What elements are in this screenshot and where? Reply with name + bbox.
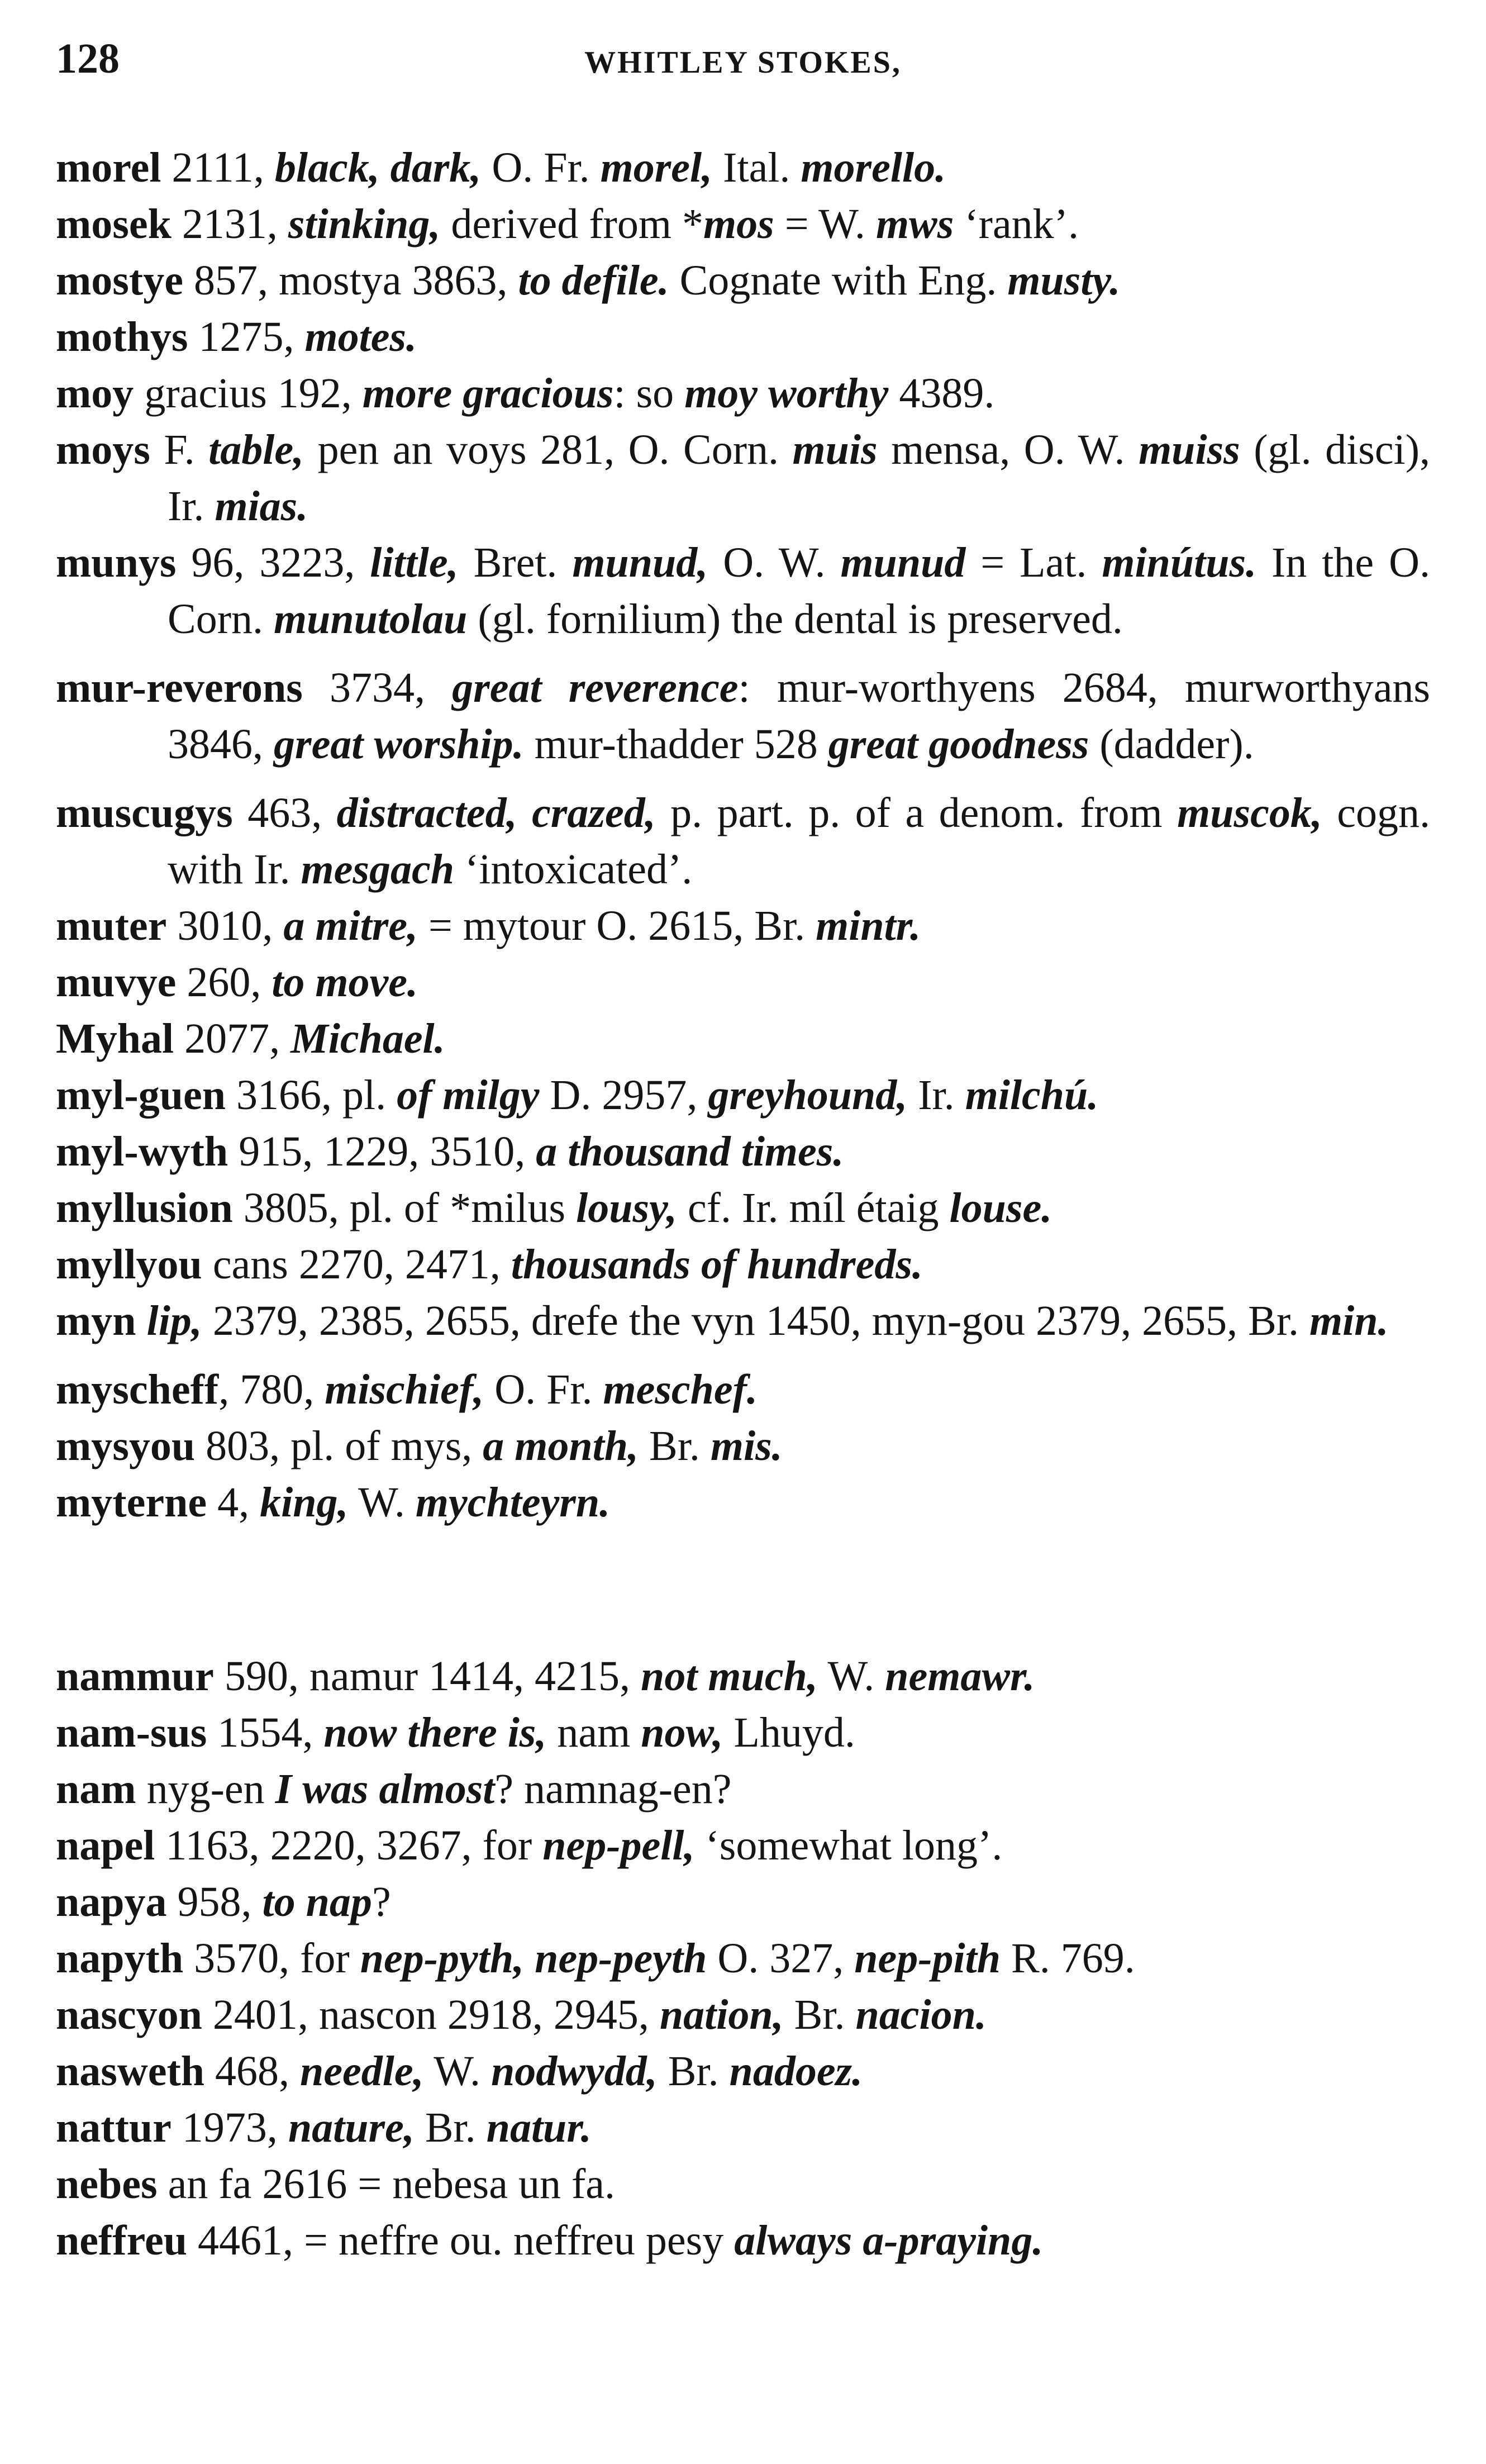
entry-text: O. W. <box>708 539 841 586</box>
entry-headword: myl-wyth <box>56 1128 228 1175</box>
entry-text: nam <box>546 1709 641 1756</box>
entry-headword: myn <box>56 1297 136 1344</box>
entry-text: 3010, <box>166 902 284 949</box>
entry-text: D. 2957, <box>539 1072 708 1119</box>
entry-text: : mur-worthyens 2684, murworthyans 3846, <box>168 664 1430 768</box>
glossary-entry <box>56 1011 1430 1067</box>
entry-text: mur-thadder 528 <box>523 721 828 768</box>
glossary-entry <box>56 1418 1430 1474</box>
entry-text: gracius 192, <box>134 370 363 417</box>
glossary-entry <box>56 660 1430 773</box>
entry-text: 857, mostya 3863, <box>183 257 518 304</box>
entry-text: Br. <box>414 2104 487 2151</box>
entry-text: 958, <box>166 1878 263 1925</box>
entry-gloss: always a-praying. <box>734 2217 1044 2264</box>
glossary-entry <box>56 2100 1430 2156</box>
entry-text: 1973, <box>171 2104 288 2151</box>
entry-gloss: to defile. <box>518 257 669 304</box>
entry-text: nyg-en <box>136 1766 275 1813</box>
entry-gloss: lousy, <box>576 1185 677 1231</box>
entry-text: 2379, 2385, 2655, drefe the vyn 1450, myn-gou 2379, 2655, Br. <box>202 1297 1309 1344</box>
entry-gloss: of milgy <box>397 1072 540 1119</box>
entry-headword: nascyon <box>56 1991 202 2038</box>
entry-text: 915, 1229, 3510, <box>228 1128 536 1175</box>
entry-text: 1163, 2220, 3267, for <box>155 1822 543 1869</box>
entry-text: mensa, O. W. <box>877 426 1139 473</box>
entry-gloss: table, <box>208 426 304 473</box>
entry-headword: myl-guen <box>56 1072 226 1119</box>
entry-gloss: great reverence <box>452 664 739 711</box>
entry-text: ? namnag-en? <box>494 1766 732 1813</box>
glossary-entry <box>56 1236 1430 1293</box>
entry-headword: nammur <box>56 1653 214 1700</box>
glossary-entry <box>56 196 1430 253</box>
glossary-entry <box>56 1474 1430 1531</box>
entry-text: 96, 3223, <box>176 539 370 586</box>
entry-text: ‘somewhat long’. <box>694 1822 1003 1869</box>
entry-text: 1554, <box>207 1709 324 1756</box>
entry-text: (gl. fornilium) the dental is preserved. <box>467 596 1123 643</box>
entry-gloss: to nap <box>262 1878 372 1925</box>
glossary-entry <box>56 1987 1430 2043</box>
entry-gloss: nature, <box>288 2104 415 2151</box>
entry-text: O. Fr. <box>481 144 601 191</box>
entry-gloss: mws <box>875 201 954 248</box>
entry-headword: mur-reverons <box>56 664 303 711</box>
entry-gloss: nation, <box>659 1991 784 2038</box>
entry-gloss: greyhound, <box>708 1072 908 1119</box>
entry-gloss: nep-pyth, nep-peyth <box>360 1935 707 1982</box>
entry-text: W. <box>348 1479 416 1526</box>
entry-headword: Myhal <box>56 1015 174 1062</box>
entry-gloss: mias. <box>215 483 308 530</box>
entry-gloss: morello. <box>801 144 946 191</box>
entry-text: 2131, <box>171 201 288 248</box>
entry-text: derived from * <box>440 201 703 248</box>
entry-text: p. part. p. of a denom. from <box>655 789 1178 836</box>
glossary-entry <box>56 1818 1430 1874</box>
entry-gloss: natur. <box>486 2104 592 2151</box>
entry-gloss: mos <box>703 201 774 248</box>
entry-gloss: morel, <box>600 144 713 191</box>
glossary-entry <box>56 2043 1430 2100</box>
entry-gloss: distracted, crazed, <box>336 789 656 836</box>
entry-gloss: mintr. <box>816 902 921 949</box>
entry-text: (gl. disci), Ir. <box>168 426 1430 530</box>
entry-gloss: stinking, <box>288 201 441 248</box>
entry-gloss: nemawr. <box>885 1653 1035 1700</box>
entry-text: 260, <box>176 959 272 1006</box>
entry-headword: myllusion <box>56 1185 233 1231</box>
entry-gloss: needle, <box>300 2048 424 2095</box>
entry-gloss: mis. <box>710 1423 783 1469</box>
entry-gloss: nodwydd, <box>491 2048 658 2095</box>
entry-gloss: black, dark, <box>274 144 482 191</box>
entry-text <box>136 1297 147 1344</box>
entry-text: 4389. <box>888 370 995 417</box>
glossary-entry <box>56 422 1430 535</box>
entry-text: O. Fr. <box>484 1366 603 1413</box>
section-break <box>56 1531 1430 1648</box>
entry-gloss: to move. <box>272 959 418 1006</box>
entry-gloss: little, <box>370 539 459 586</box>
entry-gloss: king, <box>260 1479 349 1526</box>
entry-text: 1275, <box>188 313 305 360</box>
entry-text: R. 769. <box>1001 1935 1135 1982</box>
glossary-entry <box>56 535 1430 648</box>
entry-headword: nam-sus <box>56 1709 207 1756</box>
entry-gloss: milchú. <box>965 1072 1099 1119</box>
entry-gloss: a thousand times. <box>536 1128 844 1175</box>
entry-gloss: nacion. <box>855 1991 987 2038</box>
entry-headword: moy <box>56 370 134 417</box>
entry-text: 4461, = neffre ou. neffreu pesy <box>187 2217 735 2264</box>
entry-headword: morel <box>56 144 161 191</box>
entry-text: 590, namur 1414, 4215, <box>213 1653 641 1700</box>
entry-headword: nam <box>56 1766 136 1813</box>
entry-text: = W. <box>774 201 876 248</box>
entry-headword: napyth <box>56 1935 184 1982</box>
entry-text: an fa 2616 = nebesa un fa. <box>157 2161 616 2208</box>
entry-gloss: not much, <box>641 1653 818 1700</box>
entry-text: , 780, <box>218 1366 325 1413</box>
entry-headword: muvye <box>56 959 177 1006</box>
entry-text: Cognate with Eng. <box>669 257 1008 304</box>
entry-text: W. <box>817 1653 885 1700</box>
entry-text: cogn. with Ir. <box>168 789 1431 893</box>
page-number: 128 <box>56 35 120 82</box>
entry-text: (dadder). <box>1089 721 1254 768</box>
entry-gloss: mesgach <box>301 846 454 893</box>
glossary-entry <box>56 898 1430 954</box>
entry-headword: nattur <box>56 2104 172 2151</box>
glossary-entry <box>56 2156 1430 2213</box>
entry-gloss: nadoez. <box>729 2048 863 2095</box>
entry-text: Br. <box>783 1991 856 2038</box>
entry-gloss: great goodness <box>828 721 1089 768</box>
entry-text: Br. <box>657 2048 730 2095</box>
glossary-entry <box>56 2213 1430 2269</box>
entry-gloss: thousands of hundreds. <box>511 1241 923 1288</box>
glossary-entry <box>56 1874 1430 1930</box>
entry-text: 3570, for <box>183 1935 360 1982</box>
entry-text: F. <box>150 426 209 473</box>
entry-gloss: munud <box>840 539 966 586</box>
entry-gloss: moy worthy <box>684 370 889 417</box>
entry-gloss: now, <box>641 1709 723 1756</box>
page-header <box>56 35 1430 96</box>
entry-gloss: nep-pell, <box>542 1822 695 1869</box>
entry-text: 2111, <box>161 144 275 191</box>
glossary-entry <box>56 1705 1430 1761</box>
entry-text: = mytour O. 2615, Br. <box>418 902 816 949</box>
glossary-entry <box>56 1293 1430 1349</box>
glossary-entry <box>56 253 1430 309</box>
glossary-entry <box>56 1124 1430 1180</box>
entry-gloss: musty. <box>1007 257 1121 304</box>
entry-text: 463, <box>232 789 337 836</box>
glossary-entry <box>56 1180 1430 1236</box>
entry-gloss: motes. <box>304 313 417 360</box>
entry-headword: mothys <box>56 313 188 360</box>
entry-headword: mysyou <box>56 1423 196 1469</box>
glossary-entry <box>56 1067 1430 1124</box>
entry-text: Bret. <box>458 539 573 586</box>
entry-text: 2077, <box>174 1015 291 1062</box>
entry-text: = Lat. <box>965 539 1102 586</box>
entry-gloss: I was almost <box>275 1766 495 1813</box>
entry-gloss: great worship. <box>274 721 524 768</box>
glossary-body <box>56 140 1430 2269</box>
entry-text: ‘rank’. <box>954 201 1079 248</box>
entry-gloss: louse. <box>949 1185 1052 1231</box>
glossary-entry <box>56 365 1430 422</box>
entry-text: cans 2270, 2471, <box>202 1241 511 1288</box>
entry-text: O. 327, <box>707 1935 855 1982</box>
entry-text: cf. Ir. míl étaig <box>677 1185 950 1231</box>
entry-text: Ir. <box>907 1072 965 1119</box>
entry-gloss: Michael. <box>290 1015 445 1062</box>
entry-gloss: nep-pith <box>854 1935 1001 1982</box>
glossary-entry <box>56 785 1430 898</box>
entry-text: : so <box>613 370 685 417</box>
entry-headword: myscheff <box>56 1366 219 1413</box>
entry-headword: moys <box>56 426 150 473</box>
entry-headword: neffreu <box>56 2217 187 2264</box>
entry-gloss: munutolau <box>274 596 468 643</box>
entry-gloss: a mitre, <box>283 902 418 949</box>
entry-text: 3805, pl. of *milus <box>232 1185 577 1231</box>
entry-headword: nasweth <box>56 2048 205 2095</box>
entry-text: pen an voys 281, O. Corn. <box>304 426 793 473</box>
entry-gloss: now there is, <box>323 1709 547 1756</box>
running-head: WHITLEY STOKES, <box>584 45 902 80</box>
entry-text: ‘intoxicated’. <box>454 846 693 893</box>
entry-gloss: lip, <box>146 1297 202 1344</box>
entry-gloss: mischief, <box>325 1366 484 1413</box>
entry-headword: myllyou <box>56 1241 202 1288</box>
entry-gloss: muiss <box>1139 426 1240 473</box>
entry-gloss: muscok, <box>1177 789 1322 836</box>
entry-text: 468, <box>204 2048 301 2095</box>
entry-headword: nebes <box>56 2161 158 2208</box>
entry-gloss: meschef. <box>603 1366 758 1413</box>
entry-gloss: munud, <box>572 539 708 586</box>
entry-headword: muter <box>56 902 167 949</box>
glossary-entry <box>56 140 1430 196</box>
glossary-entry <box>56 1362 1430 1418</box>
entry-gloss: a month, <box>483 1423 639 1469</box>
entry-headword: mosek <box>56 201 172 248</box>
entry-text: 803, pl. of mys, <box>195 1423 483 1469</box>
glossary-entry <box>56 1930 1430 1987</box>
entry-gloss: minútus. <box>1102 539 1257 586</box>
entry-text: Lhuyd. <box>723 1709 855 1756</box>
entry-headword: mostye <box>56 257 183 304</box>
entry-text: W. <box>423 2048 492 2095</box>
glossary-entry <box>56 1648 1430 1705</box>
entry-headword: napel <box>56 1822 155 1869</box>
entry-text: 4, <box>207 1479 260 1526</box>
entry-headword: myterne <box>56 1479 207 1526</box>
entry-headword: napya <box>56 1878 167 1925</box>
entry-gloss: mychteyrn. <box>415 1479 611 1526</box>
entry-headword: muscugys <box>56 789 233 836</box>
entry-text: Br. <box>639 1423 711 1469</box>
entry-gloss: min. <box>1309 1297 1389 1344</box>
entry-text: 2401, nascon 2918, 2945, <box>202 1991 660 2038</box>
glossary-entry <box>56 309 1430 365</box>
entry-gloss: muis <box>792 426 878 473</box>
glossary-entry <box>56 1761 1430 1818</box>
entry-text: 3166, pl. <box>226 1072 397 1119</box>
entry-text: ? <box>372 1878 391 1925</box>
entry-text: 3734, <box>302 664 453 711</box>
entry-gloss: more gracious <box>362 370 614 417</box>
entry-text: In the O. Corn. <box>168 539 1430 643</box>
entry-headword: munys <box>56 539 177 586</box>
entry-text: Ital. <box>712 144 801 191</box>
glossary-entry <box>56 954 1430 1011</box>
